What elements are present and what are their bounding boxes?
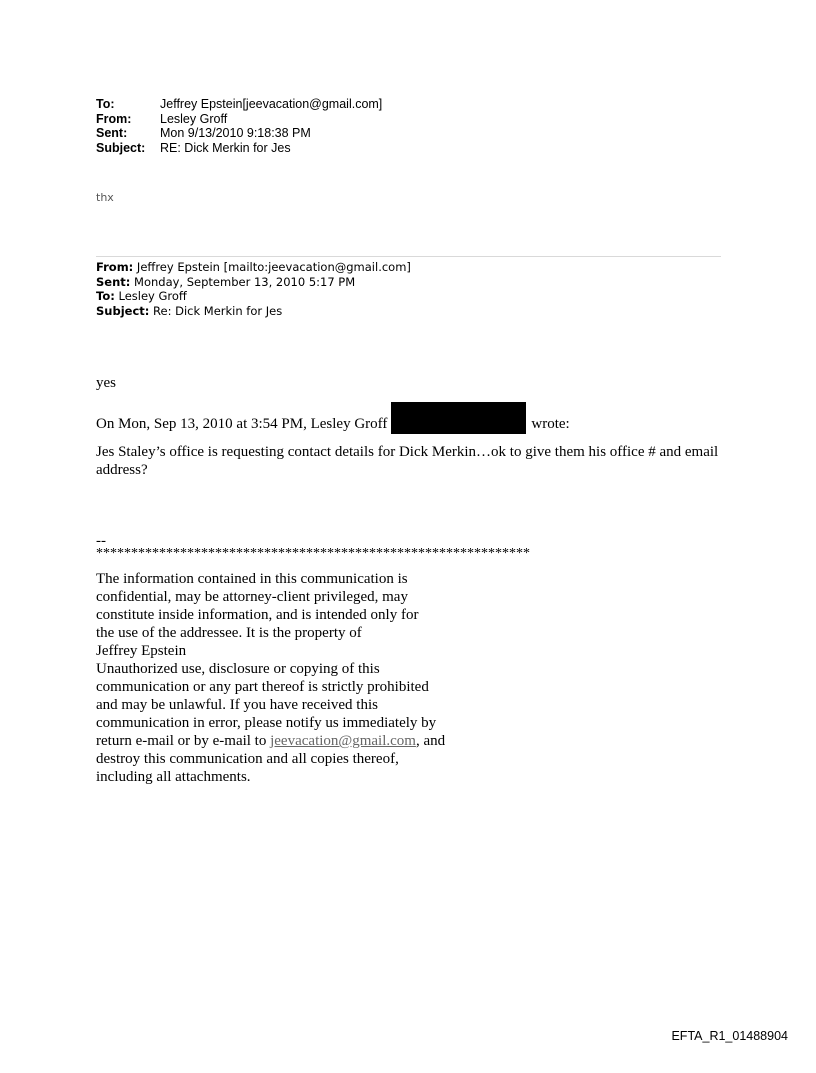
to-label: To: <box>96 97 115 111</box>
redaction-box <box>391 402 526 434</box>
email-header <box>96 97 382 155</box>
star-separator: ************************************************************** <box>96 546 530 561</box>
disclaimer-line: Unauthorized use, disclosure or copying of this <box>96 661 380 677</box>
email-link[interactable]: jeevacation@gmail.com <box>270 733 416 749</box>
quoted-sent-value: Monday, September 13, 2010 5:17 PM <box>130 274 356 289</box>
quoted-from-value: Jeffrey Epstein [mailto:jeevacation@gmail.com] <box>133 260 411 274</box>
quoted-from-row <box>96 260 411 275</box>
subject-row <box>96 141 382 156</box>
quoted-sent-label: Sent: <box>96 274 131 289</box>
yes-text: yes <box>96 375 116 391</box>
sent-row <box>96 126 382 141</box>
on-wrote-suffix: wrote: <box>531 415 570 432</box>
on-wrote-line <box>96 408 570 440</box>
disclaimer-line: communication or any part thereof is strictly prohibited <box>96 679 429 695</box>
quoted-from-label: From: <box>96 260 134 274</box>
subject-value: RE: Dick Merkin for Jes <box>160 140 291 155</box>
quoted-subject-label: Subject: <box>96 303 150 318</box>
quoted-to-row <box>96 289 411 304</box>
disclaimer-line: The information contained in this communication is <box>96 571 408 587</box>
disclaimer-line: the use of the addressee. It is the property of <box>96 625 362 641</box>
disclaimer-line: including all attachments. <box>96 769 251 785</box>
disclaimer-line: confidential, may be attorney-client privileged, may <box>96 589 408 605</box>
disclaimer-line: destroy this communication and all copies thereof, <box>96 751 399 767</box>
sent-value: Mon 9/13/2010 9:18:38 PM <box>160 126 311 140</box>
quoted-sent-row <box>96 275 411 290</box>
disclaimer-line: and may be unlawful. If you have received this <box>96 697 378 713</box>
disclaimer-line: Jeffrey Epstein <box>96 643 187 659</box>
disclaimer-suffix: , and <box>415 733 446 749</box>
quoted-header <box>96 260 411 318</box>
disclaimer <box>96 570 486 786</box>
sent-label: Sent: <box>96 126 128 140</box>
subject-label: Subject: <box>96 140 146 155</box>
quoted-subject-value: Re: Dick Merkin for Jes <box>149 303 283 318</box>
quoted-subject-row <box>96 304 411 319</box>
signature-dash: -- <box>96 533 106 549</box>
quoted-to-value: Lesley Groff <box>114 289 187 303</box>
divider <box>96 256 721 257</box>
from-label: From: <box>96 111 132 126</box>
disclaimer-line <box>96 732 486 750</box>
quoted-to-label: To: <box>96 289 115 303</box>
from-row <box>96 112 382 127</box>
document-id: EFTA_R1_01488904 <box>671 1029 788 1043</box>
to-row <box>96 97 382 112</box>
to-value: Jeffrey Epstein[jeevacation@gmail.com] <box>160 97 383 111</box>
disclaimer-prefix: return e-mail or by e-mail to <box>96 733 271 749</box>
disclaimer-line: constitute inside information, and is intended only for <box>96 607 419 623</box>
disclaimer-line: communication in error, please notify us immediately by <box>96 715 437 731</box>
reply-text: thx <box>96 191 114 204</box>
message-text: Jes Staley’s office is requesting contact details for Dick Merkin…ok to give them his office # and email address? <box>96 444 719 478</box>
from-value: Lesley Groff <box>160 111 228 126</box>
on-wrote-prefix: On Mon, Sep 13, 2010 at 3:54 PM, Lesley Groff <box>96 415 388 432</box>
